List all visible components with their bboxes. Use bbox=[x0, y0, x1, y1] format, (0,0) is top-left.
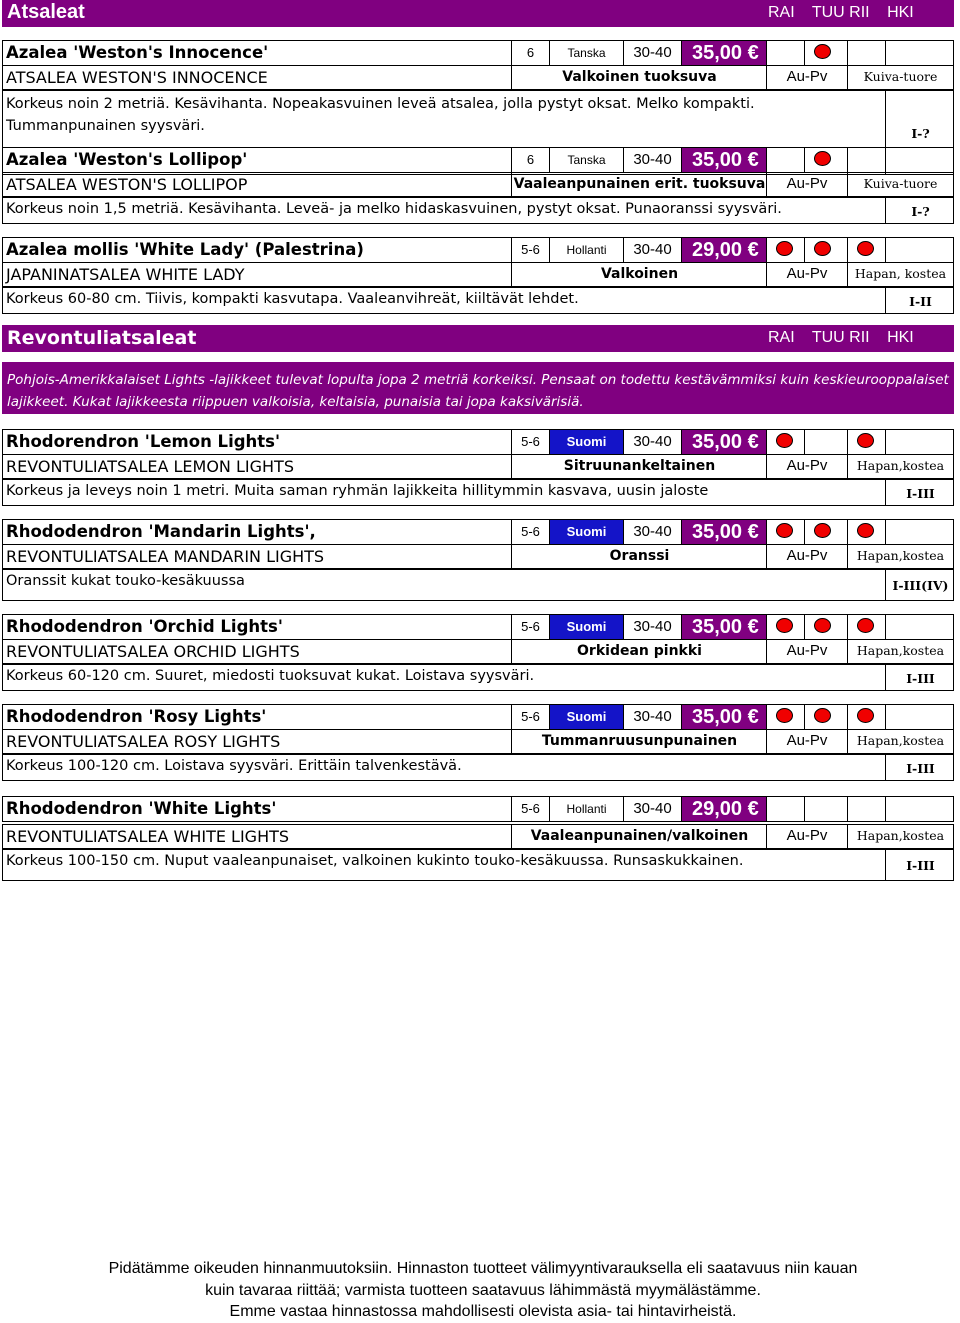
spacer-cell bbox=[885, 41, 955, 65]
product-row-main bbox=[2, 704, 954, 730]
section-header-atsaleat bbox=[2, 0, 954, 27]
product-row-details bbox=[2, 65, 954, 90]
plant-height: 30-40 bbox=[623, 615, 681, 639]
availability-dot-icon bbox=[814, 241, 831, 256]
product-description: Korkeus noin 2 metriä. Kesävihanta. Nopeakasvuinen leveä atsalea, jolla pystyt oksat. Melko kompakti. Tummanpunainen syysväri. bbox=[6, 96, 755, 134]
flower-color: Valkoinen bbox=[511, 263, 767, 286]
product-row-main bbox=[2, 147, 954, 173]
product-row-main bbox=[2, 40, 954, 66]
soil-type: Hapan,kostea bbox=[847, 455, 953, 478]
origin-badge: Hollanti bbox=[549, 797, 623, 821]
pot-size: 5-6 bbox=[511, 797, 549, 821]
origin-badge: Tanska bbox=[549, 148, 623, 172]
hardiness-zone: I-II bbox=[885, 288, 955, 313]
plant-height: 30-40 bbox=[623, 41, 681, 65]
soil-type: Hapan,kostea bbox=[847, 640, 953, 663]
spacer-cell bbox=[885, 238, 955, 262]
product-name: Rhododendron 'Mandarin Lights', bbox=[6, 522, 316, 541]
price-tag: 35,00 € bbox=[681, 430, 766, 454]
pot-size: 5-6 bbox=[511, 615, 549, 639]
price-tag: 29,00 € bbox=[681, 238, 766, 262]
section-header-revontuliatsaleat bbox=[2, 325, 954, 352]
soil-type: Hapan,kostea bbox=[847, 825, 953, 848]
product-description: Korkeus ja leveys noin 1 metri. Muita saman ryhmän lajikkeita hillitymmin kasvava, uusin jaloste bbox=[6, 483, 709, 499]
bloom-time: Au-Pv bbox=[766, 66, 847, 89]
product-name: Rhododendron 'Orchid Lights' bbox=[6, 617, 283, 636]
product-row-main bbox=[2, 237, 954, 263]
footer-disclaimer bbox=[0, 1258, 960, 1323]
store-availability-cell bbox=[804, 615, 847, 639]
availability-dot-icon bbox=[776, 433, 793, 448]
product-description: Korkeus 60-80 cm. Tiivis, kompakti kasvutapa. Vaaleanvihreät, kiiltävät lehdet. bbox=[6, 291, 579, 307]
hardiness-zone: I-III bbox=[885, 850, 955, 880]
product-row-description bbox=[2, 287, 954, 314]
hardiness-zone: I-III(IV) bbox=[885, 570, 955, 600]
plant-height: 30-40 bbox=[623, 520, 681, 544]
pot-size: 6 bbox=[511, 148, 549, 172]
price-tag: 35,00 € bbox=[681, 148, 766, 172]
product-finnish-name: ATSALEA WESTON'S INNOCENCE bbox=[6, 68, 268, 87]
product-row-description bbox=[2, 569, 954, 601]
product-finnish-name: REVONTULIATSALEA LEMON LIGHTS bbox=[6, 457, 294, 476]
product-description: Korkeus 100-120 cm. Loistava syysväri. Erittäin talvenkestävä. bbox=[6, 758, 462, 774]
flower-color: Orkidean pinkki bbox=[511, 640, 767, 663]
store-availability-cell bbox=[847, 148, 885, 172]
hardiness-zone: I-III bbox=[885, 480, 955, 505]
store-availability-cell bbox=[847, 797, 885, 821]
product-row-main bbox=[2, 519, 954, 545]
flower-color: Oranssi bbox=[511, 545, 767, 568]
flower-color: Tummanruusunpunainen bbox=[511, 730, 767, 753]
pot-size: 5-6 bbox=[511, 705, 549, 729]
bloom-time: Au-Pv bbox=[766, 263, 847, 286]
store-rai: RAI bbox=[768, 4, 795, 21]
product-finnish-name: ATSALEA WESTON'S LOLLIPOP bbox=[6, 175, 248, 194]
store-availability-cell bbox=[766, 520, 804, 544]
bloom-time: Au-Pv bbox=[766, 640, 847, 663]
store-availability-cell bbox=[804, 705, 847, 729]
product-row-details bbox=[2, 454, 954, 479]
hardiness-zone: I-III bbox=[885, 665, 955, 690]
store-hki: HKI bbox=[887, 329, 914, 346]
soil-type: Hapan,kostea bbox=[847, 545, 953, 568]
availability-dot-icon bbox=[857, 523, 874, 538]
store-availability-cell bbox=[847, 238, 885, 262]
store-rai: RAI bbox=[768, 329, 795, 346]
plant-height: 30-40 bbox=[623, 797, 681, 821]
product-row-details bbox=[2, 172, 954, 197]
bloom-time: Au-Pv bbox=[766, 455, 847, 478]
origin-badge: Suomi bbox=[549, 430, 623, 454]
pot-size: 6 bbox=[511, 41, 549, 65]
price-tag: 35,00 € bbox=[681, 615, 766, 639]
origin-badge: Hollanti bbox=[549, 238, 623, 262]
bloom-time: Au-Pv bbox=[766, 825, 847, 848]
store-availability-cell bbox=[766, 238, 804, 262]
product-name: Azalea 'Weston's Innocence' bbox=[6, 43, 269, 62]
availability-dot-icon bbox=[776, 708, 793, 723]
availability-dot-icon bbox=[814, 708, 831, 723]
store-availability-cell bbox=[847, 430, 885, 454]
spacer-cell bbox=[885, 705, 955, 729]
availability-dot-icon bbox=[814, 44, 831, 59]
store-columns bbox=[768, 4, 927, 22]
product-finnish-name: REVONTULIATSALEA ORCHID LIGHTS bbox=[6, 642, 300, 661]
store-availability-cell bbox=[804, 797, 847, 821]
availability-dot-icon bbox=[776, 523, 793, 538]
hardiness-zone: I-? bbox=[885, 91, 955, 174]
product-row-details bbox=[2, 639, 954, 664]
product-name: Rhododendron 'White Lights' bbox=[6, 799, 277, 818]
product-row-main bbox=[2, 796, 954, 822]
store-availability-cell bbox=[766, 797, 804, 821]
store-availability-cell bbox=[766, 430, 804, 454]
origin-badge: Suomi bbox=[549, 705, 623, 729]
product-name: Azalea mollis 'White Lady' (Palestrina) bbox=[6, 240, 364, 259]
store-hki: HKI bbox=[887, 4, 914, 21]
spacer-cell bbox=[885, 430, 955, 454]
product-finnish-name: REVONTULIATSALEA WHITE LIGHTS bbox=[6, 827, 290, 846]
flower-color: Vaaleanpunainen/valkoinen bbox=[511, 825, 767, 848]
price-tag: 35,00 € bbox=[681, 705, 766, 729]
product-row-details bbox=[2, 544, 954, 569]
store-availability-cell bbox=[766, 615, 804, 639]
origin-badge: Suomi bbox=[549, 615, 623, 639]
soil-type: Kuiva-tuore bbox=[847, 66, 953, 89]
soil-type: Hapan,kostea bbox=[847, 730, 953, 753]
price-tag: 29,00 € bbox=[681, 797, 766, 821]
price-tag: 35,00 € bbox=[681, 41, 766, 65]
product-row-description bbox=[2, 754, 954, 781]
plant-height: 30-40 bbox=[623, 430, 681, 454]
product-row-main bbox=[2, 429, 954, 455]
store-availability-cell bbox=[804, 520, 847, 544]
product-finnish-name: JAPANINATSALEA WHITE LADY bbox=[6, 265, 245, 284]
product-description: Oranssit kukat touko-kesäkuussa bbox=[6, 573, 245, 589]
origin-badge: Tanska bbox=[549, 41, 623, 65]
footer-line: kuin tavaraa riittää; varmista tuotteen saatavuus lähimmästä myymälästämme. bbox=[205, 1281, 761, 1299]
pot-size: 5-6 bbox=[511, 430, 549, 454]
product-name: Rhodorendron 'Lemon Lights' bbox=[6, 432, 281, 451]
store-tuu-rii: TUU RII bbox=[811, 329, 870, 346]
availability-dot-icon bbox=[776, 241, 793, 256]
bloom-time: Au-Pv bbox=[766, 730, 847, 753]
product-row-details bbox=[2, 729, 954, 754]
product-description: Korkeus 60-120 cm. Suuret, miedosti tuoksuvat kukat. Loistava syysväri. bbox=[6, 668, 535, 684]
pot-size: 5-6 bbox=[511, 520, 549, 544]
store-availability-cell bbox=[847, 615, 885, 639]
store-availability-cell bbox=[804, 148, 847, 172]
product-finnish-name: REVONTULIATSALEA MANDARIN LIGHTS bbox=[6, 547, 325, 566]
availability-dot-icon bbox=[814, 523, 831, 538]
store-availability-cell bbox=[804, 41, 847, 65]
product-row-main bbox=[2, 614, 954, 640]
availability-dot-icon bbox=[776, 618, 793, 633]
hardiness-zone: I-? bbox=[885, 198, 955, 223]
price-tag: 35,00 € bbox=[681, 520, 766, 544]
spacer-cell bbox=[885, 148, 955, 172]
bloom-time: Au-Pv bbox=[766, 173, 847, 196]
plant-height: 30-40 bbox=[623, 148, 681, 172]
availability-dot-icon bbox=[857, 241, 874, 256]
store-availability-cell bbox=[766, 705, 804, 729]
section-title: Atsaleat bbox=[7, 1, 85, 23]
hardiness-zone: I-III bbox=[885, 755, 955, 780]
product-row-description bbox=[2, 849, 954, 881]
store-availability-cell bbox=[804, 430, 847, 454]
availability-dot-icon bbox=[814, 151, 831, 166]
availability-dot-icon bbox=[857, 618, 874, 633]
product-row-description bbox=[2, 479, 954, 506]
plant-height: 30-40 bbox=[623, 238, 681, 262]
footer-line: Pidätämme oikeuden hinnanmuutoksiin. Hinnaston tuotteet välimyyntivarauksella eli saatavuus niin kauan bbox=[108, 1260, 858, 1277]
store-availability-cell bbox=[847, 705, 885, 729]
store-tuu-rii: TUU RII bbox=[811, 4, 870, 21]
spacer-cell bbox=[885, 797, 955, 821]
product-name: Azalea 'Weston's Lollipop' bbox=[6, 150, 248, 169]
product-row-description bbox=[2, 197, 954, 224]
pot-size: 5-6 bbox=[511, 238, 549, 262]
origin-badge: Suomi bbox=[549, 520, 623, 544]
store-availability-cell bbox=[804, 238, 847, 262]
product-row-details bbox=[2, 262, 954, 287]
bloom-time: Au-Pv bbox=[766, 545, 847, 568]
spacer-cell bbox=[885, 615, 955, 639]
store-availability-cell bbox=[847, 520, 885, 544]
product-name: Rhododendron 'Rosy Lights' bbox=[6, 707, 267, 726]
flower-color: Sitruunankeltainen bbox=[511, 455, 767, 478]
product-description: Korkeus 100-150 cm. Nuput vaaleanpunaiset, valkoinen kukinto touko-kesäkuussa. Runsaskukkainen. bbox=[6, 853, 744, 869]
flower-color: Valkoinen tuoksuva bbox=[511, 66, 767, 89]
store-availability-cell bbox=[766, 41, 804, 65]
section-intro: Pohjois-Amerikkalaiset Lights -lajikkeet tulevat lopulta jopa 2 metriä korkeiksi. Pensaat on todettu kestävämmiksi kuin keskieurooppalaiset lajikkeet. Kukat lajikkeesta riippuen valkoisia, keltaisia, punaisia tai jopa kaksivärisiä. bbox=[2, 362, 954, 414]
availability-dot-icon bbox=[857, 433, 874, 448]
spacer-cell bbox=[885, 520, 955, 544]
product-description: Korkeus noin 1,5 metriä. Kesävihanta. Leveä- ja melko hidaskasvuinen, pystyt oksat. Punaoranssi syysväri. bbox=[6, 201, 782, 217]
product-finnish-name: REVONTULIATSALEA ROSY LIGHTS bbox=[6, 732, 281, 751]
availability-dot-icon bbox=[814, 618, 831, 633]
store-columns bbox=[768, 329, 927, 347]
store-availability-cell bbox=[847, 41, 885, 65]
footer-line: Emme vastaa hinnastossa mahdollisesti olevista asia- tai hintavirheistä. bbox=[229, 1303, 737, 1320]
availability-dot-icon bbox=[857, 708, 874, 723]
section-title: Revontuliatsaleat bbox=[7, 327, 197, 349]
soil-type: Kuiva-tuore bbox=[847, 173, 953, 196]
soil-type: Hapan, kostea bbox=[847, 263, 953, 286]
product-row-description bbox=[2, 664, 954, 691]
store-availability-cell bbox=[766, 148, 804, 172]
plant-height: 30-40 bbox=[623, 705, 681, 729]
flower-color: Vaaleanpunainen erit. tuoksuva bbox=[511, 173, 767, 196]
product-row-details bbox=[2, 824, 954, 849]
